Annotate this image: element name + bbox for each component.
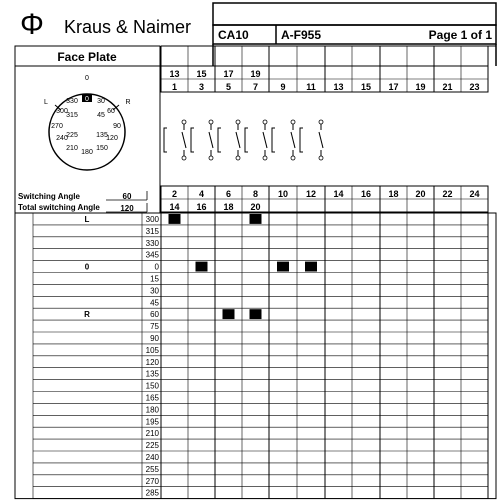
contact-closed-marker	[196, 262, 208, 272]
terminal-bottom-number: 14	[333, 189, 344, 199]
terminal-top-number: 19	[415, 82, 426, 92]
part-code: A-F955	[281, 28, 322, 42]
contact-symbol-icon	[272, 120, 295, 160]
dial-angle-label: 225	[66, 132, 78, 139]
angle-value: 0	[154, 262, 159, 272]
series-code: CA10	[218, 28, 249, 42]
phi-logo-icon: Φ	[20, 8, 44, 41]
angle-value: 60	[150, 310, 159, 320]
terminal-bottom-number: 20	[250, 202, 261, 212]
angle-value: 180	[145, 405, 159, 415]
dial-angle-label: 240	[56, 135, 68, 142]
terminal-bottom-number: 8	[252, 189, 259, 199]
brand-logo	[20, 8, 191, 41]
dial-angle-label: 135	[96, 132, 108, 139]
dial-angle-label: 180	[81, 149, 93, 156]
contact-closed-marker	[169, 214, 181, 224]
angle-value: 30	[150, 286, 159, 296]
terminal-bottom-number: 14	[169, 202, 180, 212]
dial-angle-label: 30	[97, 98, 105, 105]
angle-value: 210	[145, 429, 159, 439]
dial-angle-label: 120	[106, 135, 118, 142]
brand-name: Kraus & Naimer	[64, 17, 192, 37]
dial-right-label: R	[125, 99, 131, 106]
position-label: R	[84, 310, 90, 320]
contact-symbol-icon	[245, 120, 267, 160]
angle-value: 270	[145, 476, 159, 486]
angle-value: 15	[150, 274, 159, 284]
terminal-bottom-number: 12	[305, 189, 317, 199]
position-label: 0	[84, 262, 90, 272]
angle-value: 300	[145, 215, 159, 224]
contact-symbols	[164, 120, 323, 160]
contact-closed-marker	[250, 214, 262, 224]
dial-angle-label: 300	[56, 108, 68, 115]
terminal-bottom-number: 22	[442, 189, 453, 199]
contact-symbol-icon	[191, 120, 213, 160]
total-angle-value: 120	[120, 204, 134, 213]
selector-dial-icon	[44, 75, 130, 170]
switching-angle-value: 60	[122, 192, 132, 201]
terminal-bottom-number: 18	[388, 189, 399, 199]
angle-value: 345	[145, 250, 159, 260]
angle-value: 240	[145, 453, 159, 462]
dial-angle-label: 315	[66, 112, 78, 119]
terminal-bottom-number: 10	[277, 189, 289, 199]
terminal-top-number: 5	[225, 82, 232, 92]
angle-value: 225	[145, 441, 159, 451]
terminal-top-number: 13	[169, 69, 180, 79]
angle-value: 90	[150, 334, 159, 343]
angle-value: 105	[145, 345, 159, 355]
terminal-top-number: 11	[306, 82, 316, 92]
angle-value: 150	[145, 381, 159, 391]
contact-closed-marker	[305, 262, 317, 272]
terminal-top-number: 15	[360, 82, 372, 92]
terminal-bottom-number: 2	[171, 189, 178, 199]
switching-table	[15, 213, 496, 499]
terminal-top-number: 23	[469, 82, 480, 92]
terminal-bottom-number: 4	[198, 189, 205, 199]
angle-value: 45	[150, 298, 159, 308]
dial-angle-label: 150	[96, 145, 108, 152]
dial-left-label: L	[44, 99, 48, 106]
dial-center-label: 0	[85, 96, 89, 103]
angle-value: 195	[145, 417, 159, 427]
contact-closed-marker	[277, 262, 289, 272]
terminal-top-number: 17	[223, 69, 234, 79]
angle-value: 165	[145, 393, 159, 403]
terminal-top-number: 3	[198, 82, 205, 92]
terminal-top-number: 1	[171, 82, 178, 92]
angle-value: 315	[145, 226, 159, 236]
terminal-top-number: 7	[252, 82, 259, 92]
dial-angle-label: 210	[66, 145, 78, 152]
terminal-top-number: 9	[280, 82, 286, 92]
contact-symbol-icon	[164, 120, 186, 160]
angle-value: 75	[150, 322, 159, 332]
terminal-top-number: 17	[388, 82, 399, 92]
dial-angle-label: 330	[66, 98, 78, 105]
terminal-top-number: 21	[442, 82, 453, 92]
angle-value: 135	[145, 369, 159, 379]
terminal-bottom-number: 18	[223, 202, 234, 212]
contact-symbol-icon	[218, 120, 240, 160]
angle-value: 255	[145, 464, 159, 474]
position-label: L	[84, 215, 90, 224]
contact-closed-marker	[223, 309, 235, 319]
page-indicator: Page 1 of 1	[428, 28, 492, 42]
switching-angle-label: Switching Angle	[18, 192, 80, 201]
terminal-top-number: 15	[196, 69, 207, 79]
dial-angle-label: 270	[51, 123, 63, 130]
terminal-bottom-number: 16	[196, 202, 207, 212]
terminal-top-number: 13	[333, 82, 344, 92]
face-plate-title: Face Plate	[57, 50, 117, 64]
terminal-bottom-number: 20	[415, 189, 426, 199]
contact-symbol-icon	[300, 120, 323, 160]
angle-value: 120	[145, 357, 159, 367]
contact-closed-marker	[250, 309, 262, 319]
angle-value: 285	[145, 488, 159, 498]
terminal-bottom-number: 6	[225, 189, 232, 199]
angle-value: 330	[145, 238, 159, 248]
terminal-bottom-number: 24	[469, 189, 480, 199]
dial-angle-label: 90	[113, 123, 121, 130]
dial-top-label: 0	[85, 75, 89, 82]
face-plate-box	[15, 46, 160, 213]
dial-angle-label: 45	[97, 112, 105, 119]
terminal-bottom-number: 16	[360, 189, 372, 199]
terminal-top-number: 19	[250, 69, 261, 79]
dial-angle-label: 60	[107, 108, 115, 115]
total-angle-label: Total switching Angle	[18, 203, 100, 212]
